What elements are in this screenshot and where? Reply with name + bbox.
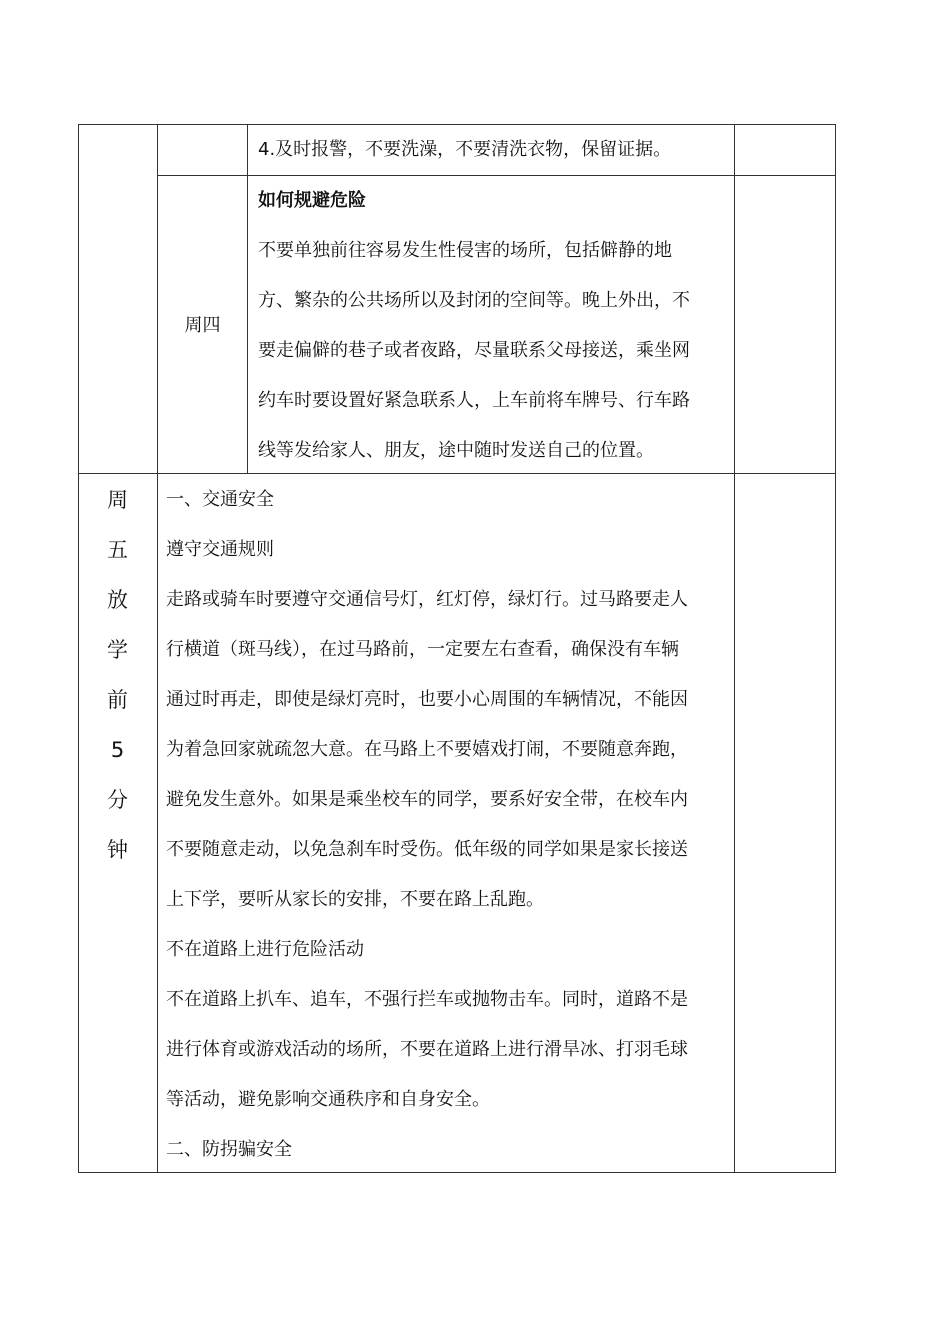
- subsection-heading: 遵守交通规则: [166, 539, 274, 560]
- row2-content: [258, 176, 728, 476]
- col1-divider: [157, 124, 158, 1173]
- paragraph-line: 方、繁杂的公共场所以及封闭的空间等。晚上外出，不: [258, 290, 690, 311]
- paragraph-line: 上下学，要听从家长的安排，不要在路上乱跑。: [166, 889, 544, 910]
- table-border-right: [835, 124, 836, 1173]
- section-heading: 一、交通安全: [166, 489, 274, 510]
- paragraph-line: 不要随意走动，以免急刹车时受伤。低年级的同学如果是家长接送: [166, 839, 688, 860]
- paragraph-line: 行横道（斑马线），在过马路前，一定要左右查看，确保没有车辆: [166, 639, 679, 660]
- schedule-table: [78, 124, 836, 1173]
- col3-divider: [734, 124, 735, 1173]
- paragraph-line: 等活动，避免影响交通秩序和自身安全。: [166, 1089, 490, 1110]
- paragraph-line: 要走偏僻的巷子或者夜路，尽量联系父母接送，乘坐网: [258, 340, 690, 361]
- paragraph-line: 避免发生意外。如果是乘坐校车的同学，要系好安全带，在校车内: [166, 789, 688, 810]
- label-char: 五: [107, 538, 128, 562]
- label-char: 5: [110, 738, 125, 762]
- label-char: 钟: [107, 838, 128, 862]
- row1-content: 4.及时报警，不要洗澡，不要清洗衣物，保留证据。: [258, 139, 672, 160]
- paragraph-line: 通过时再走，即使是绿灯亮时，也要小心周围的车辆情况，不能因: [166, 689, 688, 710]
- row2-heading: 如何规避危险: [258, 190, 366, 211]
- paragraph-line: 不要单独前往容易发生性侵害的场所，包括僻静的地: [258, 240, 672, 261]
- row3-vertical-label: [78, 475, 157, 875]
- row2-day-label: 周四: [184, 315, 221, 336]
- section-heading: 二、防拐骗安全: [166, 1139, 292, 1160]
- paragraph-line: 线等发给家人、朋友，途中随时发送自己的位置。: [258, 440, 654, 461]
- col2-divider: [247, 124, 248, 474]
- label-char: 分: [107, 788, 128, 812]
- paragraph-line: 为着急回家就疏忽大意。在马路上不要嬉戏打闹，不要随意奔跑，: [166, 739, 688, 760]
- label-char: 学: [107, 638, 128, 662]
- paragraph-line: 走路或骑车时要遵守交通信号灯，红灯停，绿灯行。过马路要走人: [166, 589, 688, 610]
- paragraph-line: 进行体育或游戏活动的场所，不要在道路上进行滑旱冰、打羽毛球: [166, 1039, 688, 1060]
- paragraph-line: 不在道路上扒车、追车，不强行拦车或抛物击车。同时，道路不是: [166, 989, 688, 1010]
- label-char: 周: [107, 488, 128, 512]
- row3-content: [166, 475, 732, 1175]
- paragraph-line: 约车时要设置好紧急联系人，上车前将车牌号、行车路: [258, 390, 690, 411]
- label-char: 前: [107, 688, 128, 712]
- subsection-heading: 不在道路上进行危险活动: [166, 939, 364, 960]
- label-char: 放: [107, 588, 128, 612]
